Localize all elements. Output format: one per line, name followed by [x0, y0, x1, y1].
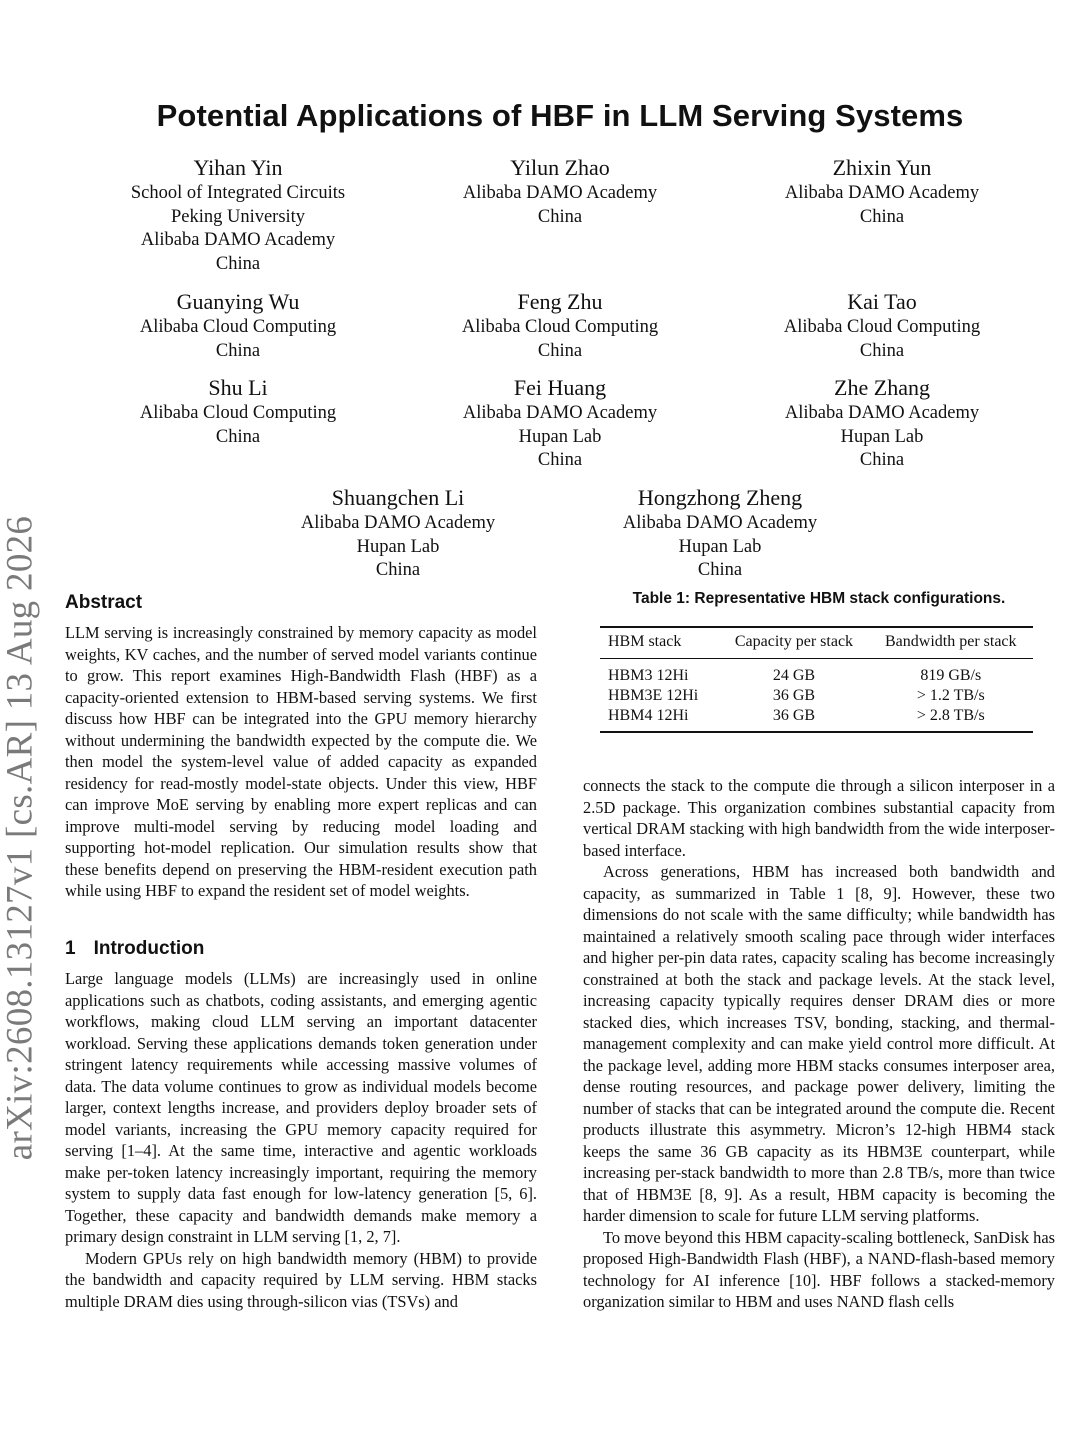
table-cell: 36 GB [772, 707, 816, 724]
table-header-cell: Capacity per stack [734, 633, 854, 650]
table-row [600, 706, 1033, 732]
author-affiliation: Hupan Lab [678, 536, 762, 557]
author-affiliation: Alibaba DAMO Academy [462, 403, 658, 423]
paragraph: Large language models (LLMs) are increasingly used in online applications such as chatbots, coding assistants, and emerging agentic workflows, making cloud LLM serving an important datacenter workload. Serving these applications demands token generation under stringent latency requirements while accessing massive volumes of data. The data volume continues to grow as individual models become larger, context lengths increase, and providers deploy broader sets of model variants, increasing the GPU memory capacity required for serving [1–4]. At the same time, interactive and agentic workloads make per-token latency increasingly important, requiring the memory system to supply data fast enough for low-latency generation [5, 6]. Together, these capacity and bandwidth demands make memory a primary design constraint in LLM serving [1, 2, 7]. [65, 969, 537, 1246]
paragraph: To move beyond this HBM capacity-scaling bottleneck, SanDisk has proposed High-Bandwidth Flash (HBF), a NAND-flash-based memory technology for AI inference [10]. HBF follows a stacked-memory organization similar to HBM and uses NAND flash cells [583, 1227, 1055, 1311]
table-cell: 24 GB [772, 667, 816, 684]
paragraph: Modern GPUs rely on high bandwidth memory (HBM) to provide the bandwidth and capacity required by LLM serving. HBM stacks multiple DRAM dies using through-silicon vias (TSVs) and [65, 1248, 537, 1311]
author-name: Guanying Wu [176, 289, 300, 314]
author-block [570, 484, 870, 583]
introduction-right-column [583, 775, 1055, 1313]
author-affiliation: China [215, 340, 261, 361]
author-affiliation: Alibaba DAMO Academy [622, 513, 818, 533]
table-cell: 36 GB [772, 687, 816, 704]
author-affiliation: Hupan Lab [518, 426, 602, 447]
author-affiliation: School of Integrated Circuits [130, 183, 346, 203]
author-block [88, 374, 388, 449]
paper-title: Potential Applications of HBF in LLM Serving Systems [156, 98, 964, 133]
paragraph: Across generations, HBM has increased both bandwidth and capacity, as summarized in Table 1 [8, 9]. However, these two dimensions do not scale with the same difficulty; while bandwidth has maintained a relatively smooth scaling pace through wider interfaces and higher per-pin data rates, capacity scaling has become increasingly constrained at both the stack and package levels. At the stack level, increasing capacity typically requires denser DRAM dies or more stacked dies, which increases TSV, bonding, stacking, and thermal-management complexity and can make yield control more difficult. At the package level, adding more HBM stacks consumes interposer area, dense routing resources, and package power delivery, limiting the number of stacks that can be integrated around the compute die. Recent products illustrate this asymmetry. Micron’s 12-high HBM4 stack keeps the same 36 GB capacity as its HBM3E counterpart, while increasing per-stack bandwidth to more than 2.8 TB/s, more than twice that of HBM3E [8, 9]. As a result, HBM capacity is becoming the harder dimension to scale for future LLM serving platforms. [583, 862, 1055, 1225]
author-block [410, 288, 710, 363]
author-name: Zhe Zhang [834, 375, 930, 400]
author-affiliation: Alibaba DAMO Academy [784, 183, 980, 203]
author-affiliation: China [537, 450, 583, 470]
author-affiliation: China [375, 560, 421, 580]
author-name: Hongzhong Zheng [637, 485, 803, 510]
author-affiliation: Alibaba DAMO Academy [462, 183, 658, 203]
section-title: Introduction [93, 938, 205, 959]
author-block [732, 288, 1032, 363]
author-affiliation: Alibaba DAMO Academy [300, 513, 496, 533]
author-affiliation: Hupan Lab [356, 536, 440, 557]
author-name: Kai Tao [847, 289, 917, 314]
table-row [600, 659, 1033, 687]
author-name: Shu Li [208, 375, 268, 400]
table-header-row [600, 627, 1033, 659]
author-affiliation: Alibaba Cloud Computing [139, 403, 337, 423]
author-block [410, 154, 710, 229]
author-block [248, 484, 548, 583]
author-affiliation: Alibaba DAMO Academy [784, 403, 980, 423]
author-name: Zhixin Yun [832, 155, 932, 180]
author-block [410, 374, 710, 473]
author-name: Yilun Zhao [510, 155, 610, 180]
author-name: Yihan Yin [193, 155, 283, 180]
author-affiliation: China [859, 340, 905, 361]
paragraph: connects the stack to the compute die through a silicon interposer in a 2.5D package. This organization combines substantial capacity from vertical DRAM stacking with high bandwidth from the wide interposer-based interface. [583, 776, 1055, 860]
author-block [732, 374, 1032, 473]
table-cell: HBM3 12Hi [608, 667, 689, 684]
table-cell: HBM3E 12Hi [608, 687, 699, 704]
author-name: Fei Huang [513, 375, 607, 400]
author-affiliation: Alibaba DAMO Academy [140, 230, 336, 250]
author-affiliation: China [215, 253, 261, 274]
abstract-heading: Abstract [65, 592, 143, 613]
table-cell: HBM4 12Hi [608, 707, 689, 724]
author-affiliation: China [859, 206, 905, 227]
author-affiliation: Alibaba Cloud Computing [139, 317, 337, 337]
author-affiliation: China [537, 206, 583, 227]
author-affiliation: Hupan Lab [840, 426, 924, 447]
arxiv-identifier: arXiv:2608.13127v1 [cs.AR] 13 Aug 2026 [0, 515, 41, 1161]
table-cell: 819 GB/s [920, 667, 982, 684]
table-row [600, 686, 1033, 706]
author-name: Feng Zhu [517, 289, 603, 314]
author-block [732, 154, 1032, 229]
section-number: 1 [65, 938, 76, 959]
author-affiliation: China [215, 426, 261, 447]
table-header-cell: HBM stack [608, 633, 682, 650]
introduction-left-column [65, 968, 537, 1312]
section-heading-introduction [65, 938, 204, 960]
author-affiliation: China [537, 340, 583, 361]
table-header-cell: Bandwidth per stack [885, 633, 1017, 650]
author-affiliation: China [859, 450, 905, 470]
author-affiliation: China [697, 560, 743, 580]
hbm-stack-table [600, 626, 1033, 733]
author-block [88, 288, 388, 363]
author-affiliation: Alibaba Cloud Computing [783, 317, 981, 337]
table-cell: > 1.2 TB/s [916, 687, 985, 704]
table-caption: Table 1: Representative HBM stack configurations. [632, 590, 1006, 607]
table-cell: > 2.8 TB/s [916, 707, 985, 724]
abstract-text: LLM serving is increasingly constrained by memory capacity as model weights, KV caches, and the number of served model variants continue to grow. This report examines High-Bandwidth Flash (HBF) as a capacity-oriented extension to HBM-based serving systems. We first discuss how HBF can be integrated into the GPU memory hierarchy without undermining the bandwidth expected by the compute die. We then model the system-level value of added capacity as expanded residency for read-mostly model-state objects. Under this view, HBF can improve MoE serving by enabling more expert replicas and can improve multi-model serving by reducing model loading and supporting hot-model replication. Our simulation results show that these benefits depend on preserving the HBM-resident execution path while using HBF to expand the resident set of model weights. [65, 623, 537, 900]
author-affiliation: Alibaba Cloud Computing [461, 317, 659, 337]
author-affiliation: Peking University [170, 206, 306, 227]
author-name: Shuangchen Li [331, 485, 465, 510]
author-block [88, 154, 388, 276]
